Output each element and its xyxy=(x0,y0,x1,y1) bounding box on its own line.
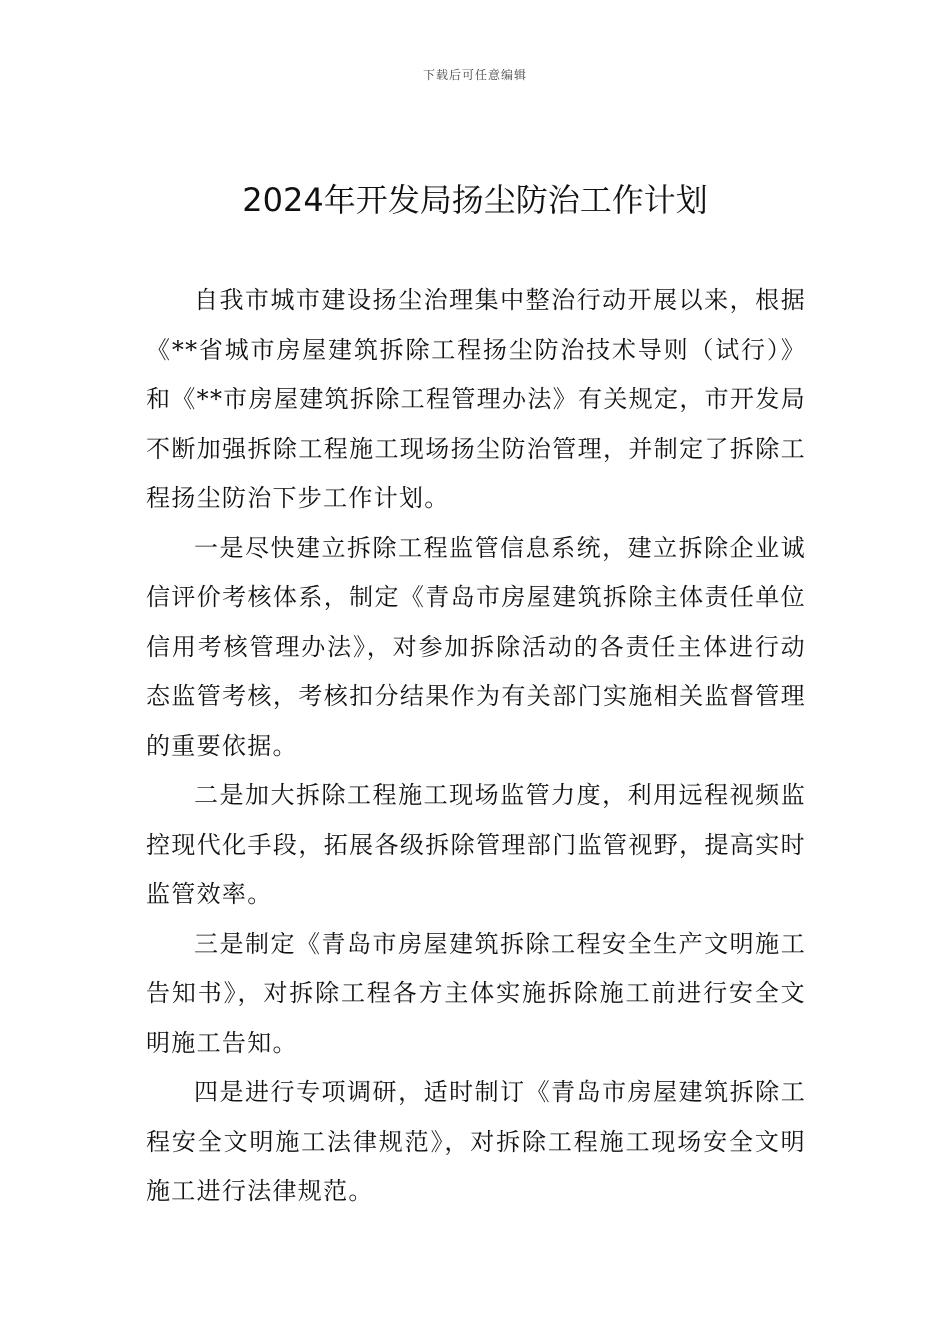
header-note: 下载后可任意编辑 xyxy=(422,68,527,82)
paragraph-item-3: 三是制定《青岛市房屋建筑拆除工程安全生产文明施工告知书》，对拆除工程各方主体实施拆除施工前进行安全文明施工告知。 xyxy=(146,929,806,1057)
paragraph-item-2: 二是加大拆除工程施工现场监管力度，利用远程视频监控现代化手段，拓展各级拆除管理部门监管视野，提高实时监管效率。 xyxy=(146,781,806,908)
document-title: 2024年开发局扬尘防治工作计划 xyxy=(242,181,708,219)
paragraph-item-1: 一是尽快建立拆除工程监管信息系统，建立拆除企业诚信评价考核体系，制定《青岛市房屋建筑拆除主体责任单位信用考核管理办法》，对参加拆除活动的各责任主体进行动态监管考核，考核扣分结果作为有关部门实施相关监督管理的重要依据。 xyxy=(146,533,806,760)
paragraph-item-4: 四是进行专项调研，适时制订《青岛市房屋建筑拆除工程安全文明施工法律规范》，对拆除工程施工现场安全文明施工进行法律规范。 xyxy=(146,1078,806,1205)
paragraph-intro: 自我市城市建设扬尘治理集中整治行动开展以来，根据《**省城市房屋建筑拆除工程扬尘防治技术导则（试行）》和《**市房屋建筑拆除工程管理办法》有关规定，市开发局不断加强拆除工程施工现场扬尘防治管理，并制定了拆除工程扬尘防治下步工作计划。 xyxy=(146,286,806,512)
document-body xyxy=(146,276,806,1217)
